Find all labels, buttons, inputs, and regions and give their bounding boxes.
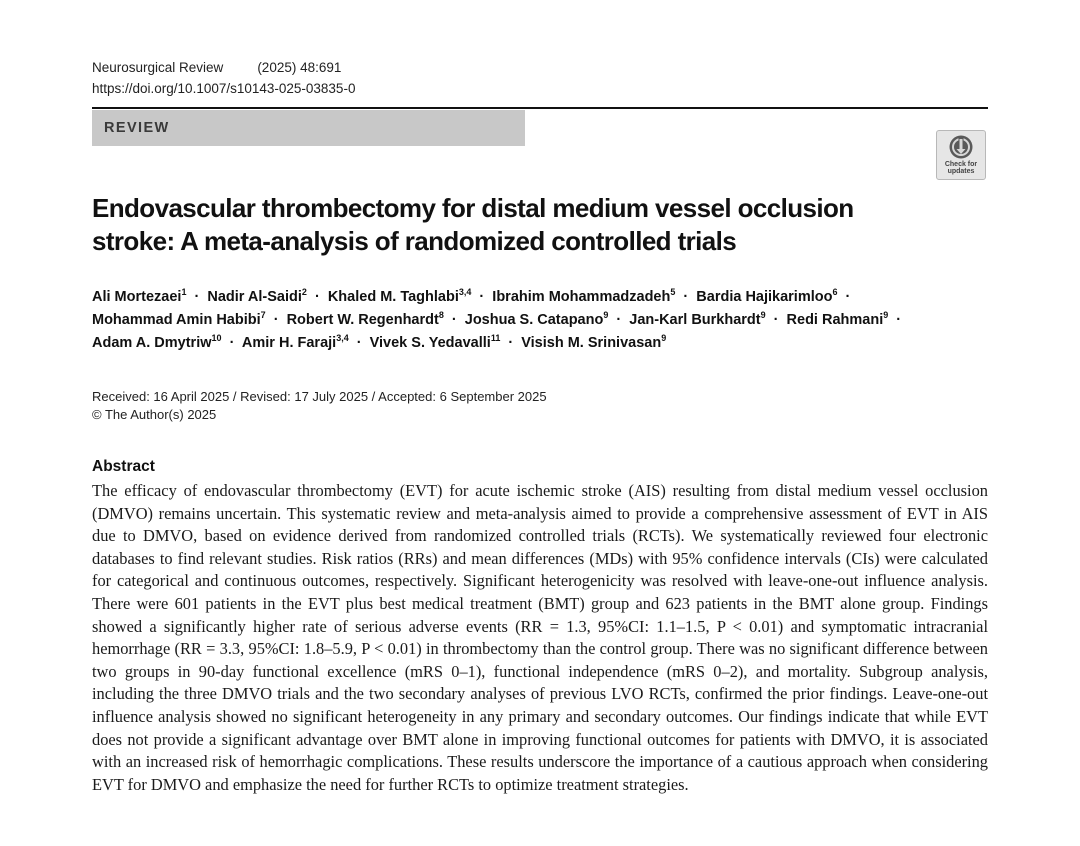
- author-affiliation: 3,4: [336, 333, 349, 343]
- author[interactable]: [629, 312, 765, 328]
- date-history: Received: 16 April 2025 / Revised: 17 July 2025 / Accepted: 6 September 2025: [92, 389, 547, 404]
- author-name: Visish M. Srinivasan: [521, 335, 662, 351]
- author-affiliation: 9: [760, 310, 766, 320]
- author-name: Adam A. Dmytriw: [92, 335, 212, 351]
- author-affiliation: 11: [490, 333, 501, 343]
- author-affiliation: 6: [832, 287, 838, 297]
- doi-link[interactable]: https://doi.org/10.1007/s10143-025-03835-0: [92, 81, 356, 96]
- author-affiliation: 9: [883, 310, 889, 320]
- author-separator: ·: [616, 312, 622, 328]
- author-name: Vivek S. Yedavalli: [369, 335, 491, 351]
- author-name: Ali Mortezaei: [92, 289, 182, 305]
- author-name: Amir H. Faraji: [241, 335, 337, 351]
- journal-citation: [92, 60, 341, 75]
- author-affiliation: 10: [211, 333, 222, 343]
- author-affiliation: 9: [661, 333, 667, 343]
- author-name: Khaled M. Taghlabi: [327, 289, 459, 305]
- author-affiliation: 8: [438, 310, 444, 320]
- author[interactable]: [287, 312, 444, 328]
- author[interactable]: [242, 335, 349, 351]
- author[interactable]: [328, 289, 472, 305]
- article-title: Endovascular thrombectomy for distal medium vessel occlusion stroke: A meta-analysis of randomized controlled trials: [92, 193, 854, 256]
- author-name: Joshua S. Catapano: [464, 312, 604, 328]
- author-list: [92, 286, 972, 355]
- check-for-updates-label: Check for updates: [944, 161, 978, 175]
- check-for-updates-badge[interactable]: [936, 130, 986, 180]
- author-name: Ibrahim Mohammadzadeh: [492, 289, 671, 305]
- author-separator: ·: [273, 312, 279, 328]
- author[interactable]: [492, 289, 675, 305]
- author-name: Nadir Al-Saidi: [207, 289, 302, 305]
- article-dates: [92, 388, 547, 424]
- author-separator: ·: [508, 335, 514, 351]
- author-name: Jan-Karl Burkhardt: [629, 312, 761, 328]
- author[interactable]: [370, 335, 501, 351]
- abstract-heading: Abstract: [92, 458, 155, 475]
- author-separator: ·: [229, 335, 235, 351]
- author-separator: ·: [479, 289, 485, 305]
- author[interactable]: [465, 312, 609, 328]
- author[interactable]: [787, 312, 889, 328]
- author-affiliation: 2: [301, 287, 307, 297]
- author-separator: ·: [773, 312, 779, 328]
- author-separator: ·: [314, 289, 320, 305]
- author-separator: ·: [683, 289, 689, 305]
- journal-name: Neurosurgical Review: [92, 60, 224, 75]
- author-affiliation: 1: [181, 287, 187, 297]
- author-name: Robert W. Regenhardt: [286, 312, 439, 328]
- article-type-label: REVIEW: [104, 120, 170, 136]
- author[interactable]: [92, 335, 222, 351]
- author-affiliation: 5: [670, 287, 676, 297]
- author-affiliation: 9: [603, 310, 609, 320]
- author-separator: ·: [451, 312, 457, 328]
- author[interactable]: [92, 312, 266, 328]
- author-separator: ·: [896, 312, 902, 328]
- author[interactable]: [521, 335, 666, 351]
- author-name: Mohammad Amin Habibi: [92, 312, 261, 328]
- author-separator: ·: [194, 289, 200, 305]
- author[interactable]: [92, 289, 186, 305]
- author-separator: ·: [845, 289, 851, 305]
- abstract-text: The efficacy of endovascular thrombectomy (EVT) for acute ischemic stroke (AIS) resulting from distal medium vessel occlusion (DMVO) remains uncertain. This systematic review and meta-analysis aimed to provide a comprehensive assessment of EVT in AIS due to DMVO, based on evidence derived from randomized controlled trials (RCTs). We systematically reviewed four electronic databases to find relevant studies. Risk ratios (RRs) and mean differences (MDs) with 95% confidence intervals (CIs) were calculated for categorical and continuous outcomes, respectively. Significant heterogenicity was resolved with leave-one-out influence analysis. There were 601 patients in the EVT plus best medical treatment (BMT) group and 623 patients in the BMT alone group. Findings showed a significantly higher rate of serious adverse events (RR = 1.3, 95%CI: 1.1–1.5, P < 0.01) and symptomatic intracranial hemorrhage (RR = 3.3, 95%CI: 1.8–5.9, P < 0.01) in thrombectomy than the control group. There was no significant difference between two groups in 90-day functional excellence (mRS 0–1), functional independence (mRS 0–2), and mortality. Subgroup analysis, including the three DMVO trials and the two secondary analyses of previous LVO RCTs, confirmed the prior findings. Leave-one-out influence analysis showed no significant heterogeneity in any primary and secondary outcomes. Our findings indicate that while EVT does not provide a significant advantage over BMT alone in improving functional outcomes for patients with DMVO, it is associated with an increased risk of hemorrhagic complications. These results underscore the importance of a cautious approach when considering EVT for DMVO and emphasize the need for further RCTs to optimize treatment strategies.: [92, 481, 988, 794]
- article-type-banner: [92, 110, 525, 146]
- author[interactable]: [696, 289, 837, 305]
- author-affiliation: 3,4: [458, 287, 472, 297]
- author-name: Redi Rahmani: [786, 312, 884, 328]
- journal-volume: (2025) 48:691: [257, 60, 342, 75]
- check-for-updates-icon: [948, 134, 974, 160]
- author[interactable]: [207, 289, 307, 305]
- author-affiliation: 7: [260, 310, 266, 320]
- header-rule: [92, 107, 988, 109]
- author-separator: ·: [356, 335, 362, 351]
- copyright-line: © The Author(s) 2025: [92, 407, 217, 422]
- author-name: Bardia Hajikarimloo: [696, 289, 833, 305]
